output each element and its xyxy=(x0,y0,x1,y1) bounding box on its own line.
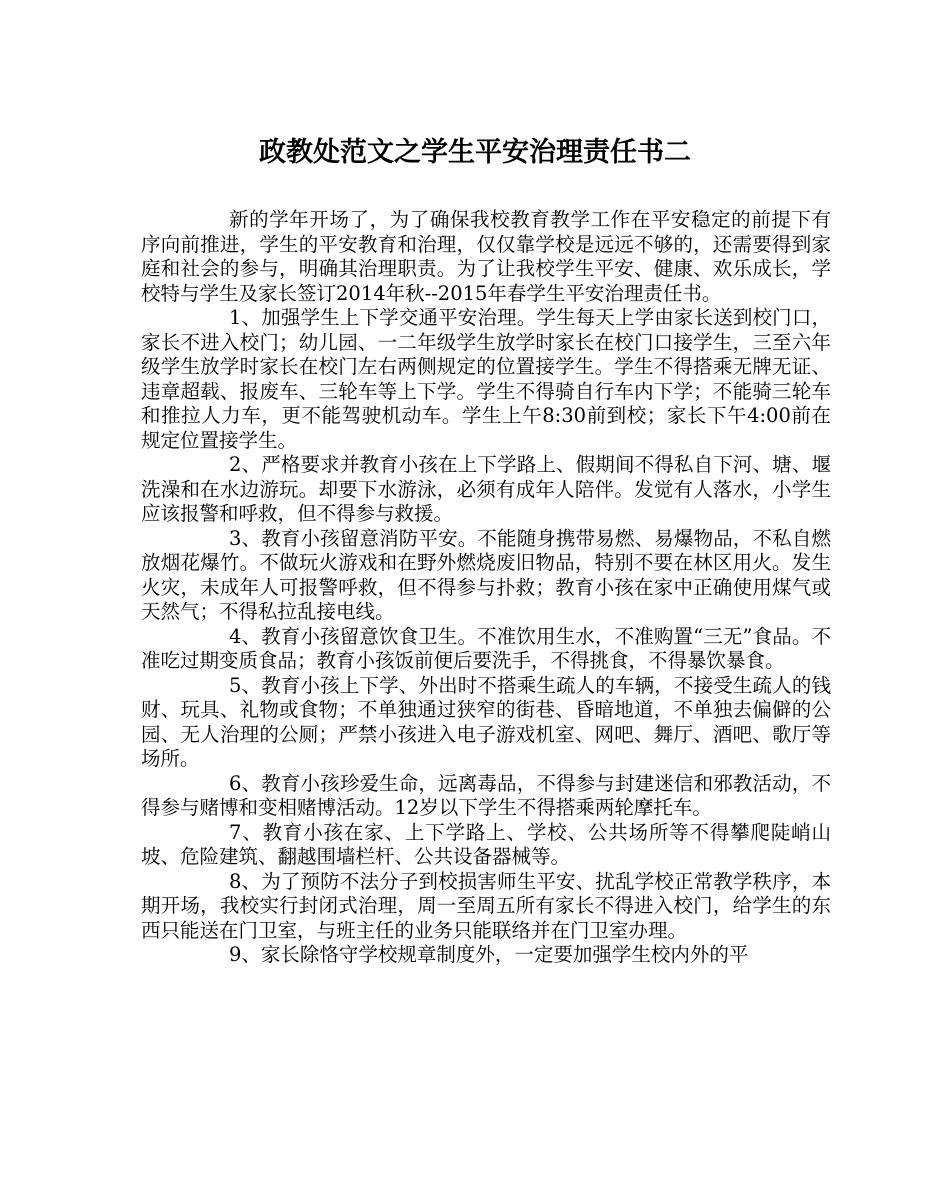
paragraph-item-5: 5、教育小孩上下学、外出时不搭乘生疏人的车辆，不接受生疏人的钱财、玩具、礼物或食物；不单独通过狭窄的街巷、昏暗地道，不单独去偏僻的公园、无人治理的公厕；严禁小孩进入电子游戏机室、网吧、舞厅、酒吧、歌厅等场所。 xyxy=(141,673,831,770)
paragraph-intro: 新的学年开场了，为了确保我校教育教学工作在平安稳定的前提下有序向前推进，学生的平安教育和治理，仅仅靠学校是远远不够的，还需要得到家庭和社会的参与，明确其治理职责。为了让我校学生平安、健康、欢乐成长，学校特与学生及家长签订2014年秋--2015年春学生平安治理责任书。 xyxy=(141,208,831,305)
paragraph-item-2: 2、严格要求并教育小孩在上下学路上、假期间不得私自下河、塘、堰洗澡和在水边游玩。却要下水游泳，必须有成年人陪伴。发觉有人落水，小学生应该报警和呼救，但不得参与救援。 xyxy=(141,453,831,525)
paragraph-item-1: 1、加强学生上下学交通平安治理。学生每天上学由家长送到校门口，家长不进入校门；幼儿园、一二年级学生放学时家长在校门口接学生，三至六年级学生放学时家长在校门左右两侧规定的位置接学生。学生不得搭乘无牌无证、违章超载、报废车、三轮车等上下学。学生不得骑自行车内下学；不能骑三轮车和推拉人力车，更不能驾驶机动车。学生上午8:30前到校；家长下午4:00前在规定位置接学生。 xyxy=(141,306,831,452)
document-body xyxy=(141,208,831,968)
paragraph-item-9: 9、家长除恪守学校规章制度外，一定要加强学生校内外的平 xyxy=(229,943,749,966)
paragraph-item-6: 6、教育小孩珍爱生命，远离毒品，不得参与封建迷信和邪教活动，不得参与赌博和变相赌博活动。12岁以下学生不得搭乘两轮摩托车。 xyxy=(141,771,831,819)
document-title: 政教处范文之学生平安治理责任书二 xyxy=(259,137,691,168)
paragraph-item-8: 8、为了预防不法分子到校损害师生平安、扰乱学校正常教学秩序，本期开场，我校实行封闭式治理，周一至周五所有家长不得进入校门，给学生的东西只能送在门卫室，与班主任的业务只能联络并在门卫室办理。 xyxy=(141,869,831,942)
paragraph-item-7: 7、教育小孩在家、上下学路上、学校、公共场所等不得攀爬陡峭山坡、危险建筑、翻越围墙栏杆、公共设备器械等。 xyxy=(141,820,831,868)
paragraph-item-3: 3、教育小孩留意消防平安。不能随身携带易燃、易爆物品，不私自燃放烟花爆竹。不做玩火游戏和在野外燃烧废旧物品，特别不要在林区用火。发生火灾，未成年人可报警呼救，但不得参与扑救；教育小孩在家中正确使用煤气或天然气；不得私拉乱接电线。 xyxy=(141,526,831,623)
paragraph-item-4: 4、教育小孩留意饮食卫生。不准饮用生水，不准购置“三无”食品。不准吃过期变质食品；教育小孩饭前便后要洗手，不得挑食，不得暴饮暴食。 xyxy=(141,624,831,672)
